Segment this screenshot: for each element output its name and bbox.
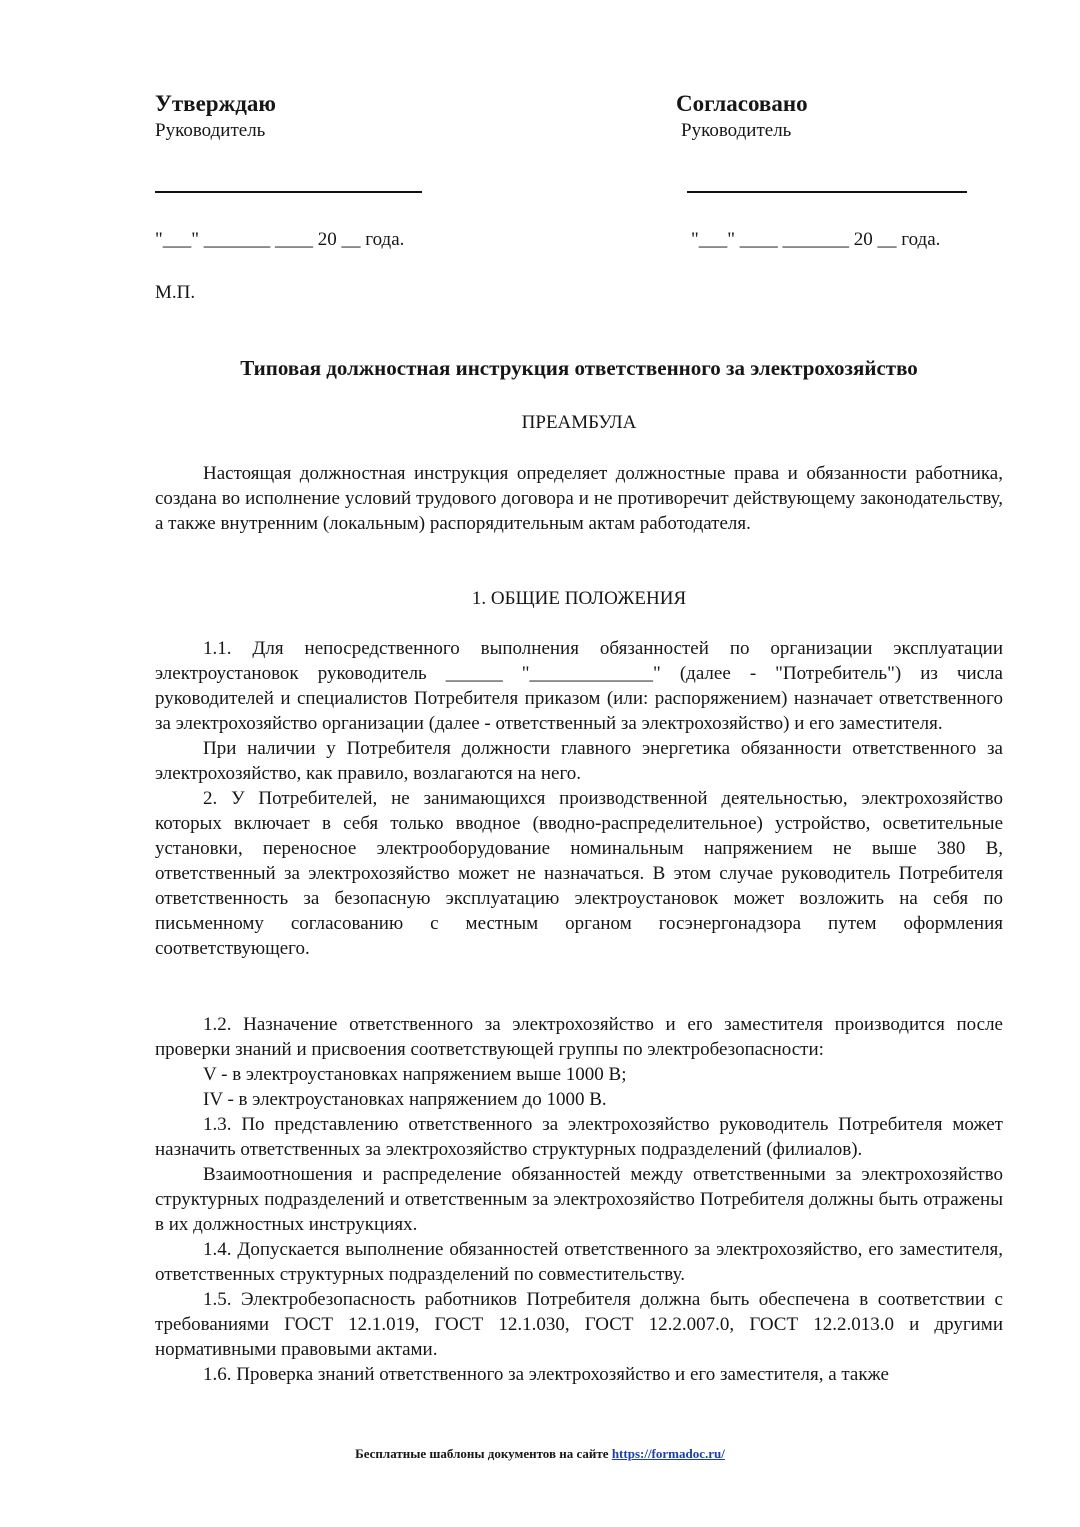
- footer-text: Бесплатные шаблоны документов на сайте: [355, 1446, 612, 1461]
- stamp-place: М.П.: [155, 282, 196, 303]
- approve-role: Руководитель: [155, 120, 266, 141]
- section1-body-a: [155, 636, 1003, 961]
- approve-title: Утверждаю: [155, 91, 276, 116]
- agree-date-line: "___" ____ _______ 20 __ года.: [691, 229, 941, 250]
- paragraph-1-3: 1.3. По представлению ответственного за электрохозяйство руководитель Потребителя может назначить ответственных за электрохозяйство структурных подразделений (филиалов).: [155, 1114, 1003, 1160]
- paragraph-2: 2. У Потребителей, не занимающихся производственной деятельностью, электрохозяйство которых включает в себя только вводное (вводно-распределительное) устройство, осветительные установки, переносное электрооборудование номинальным напряжением не выше 380 В, ответственный за электрохозяйство может не назначаться. В этом случае руководитель Потребителя ответственность за безопасную эксплуатацию электроустановок может возложить на себя по письменному согласованию с местным органом госэнергонадзора путем оформления соответствующего.: [155, 788, 1003, 959]
- document-title: Типовая должностная инструкция ответственного за электрохозяйство: [240, 356, 918, 380]
- approve-date-line: "___" _______ ____ 20 __ года.: [155, 229, 405, 250]
- paragraph-1-3-note: Взаимоотношения и распределение обязанностей между ответственными за электрохозяйство структурных подразделений и ответственным за электрохозяйство Потребителя должны быть отражены в их должностных инструкциях.: [155, 1164, 1003, 1235]
- paragraph-1-2-group-iv: IV - в электроустановках напряжением до 1000 В.: [203, 1089, 607, 1110]
- agree-title: Согласовано: [676, 91, 808, 116]
- preamble-paragraph: Настоящая должностная инструкция определяет должностные права и обязанности работника, создана во исполнение условий трудового договора и не противоречит действующему законодательству, а также внутренним (локальным) распорядительным актам работодателя.: [155, 463, 1003, 534]
- approve-signature-line: [155, 191, 422, 193]
- paragraph-1-4: 1.4. Допускается выполнение обязанностей ответственного за электрохозяйство, его заместителя, ответственных структурных подразделений по совместительству.: [155, 1239, 1003, 1285]
- section1-body-b: [155, 1012, 1003, 1387]
- footer: [0, 1446, 1080, 1462]
- footer-link[interactable]: https://formadoc.ru/: [611, 1446, 725, 1461]
- section1-heading: 1. ОБЩИЕ ПОЛОЖЕНИЯ: [471, 588, 687, 609]
- preamble-heading: ПРЕАМБУЛА: [521, 412, 637, 433]
- agree-signature-line: [687, 191, 967, 193]
- paragraph-1-2-group-v: V - в электроустановках напряжением выше 1000 В;: [203, 1064, 627, 1085]
- agree-role: Руководитель: [681, 120, 792, 141]
- paragraph-1-6: 1.6. Проверка знаний ответственного за электрохозяйство и его заместителя, а также: [203, 1364, 889, 1385]
- paragraph-1-1-note: При наличии у Потребителя должности главного энергетика обязанности ответственного за электрохозяйство, как правило, возлагаются на него.: [155, 738, 1003, 784]
- paragraph-1-1: 1.1. Для непосредственного выполнения обязанностей по организации эксплуатации электроустановок руководитель ______ "_____________" (далее - "Потребитель") из числа руководителей и специалистов Потребителя приказом (или: распоряжением) назначает ответственного за электрохозяйство организации (далее - ответственный за электрохозяйство) и его заместителя.: [155, 638, 1003, 734]
- paragraph-1-2: 1.2. Назначение ответственного за электрохозяйство и его заместителя производится после проверки знаний и присвоения соответствующей группы по электробезопасности:: [155, 1014, 1003, 1060]
- paragraph-1-5: 1.5. Электробезопасность работников Потребителя должна быть обеспечена в соответствии с требованиями ГОСТ 12.1.019, ГОСТ 12.1.030, ГОСТ 12.2.007.0, ГОСТ 12.2.013.0 и другими нормативными правовыми актами.: [155, 1289, 1003, 1360]
- preamble-body: [155, 461, 1003, 536]
